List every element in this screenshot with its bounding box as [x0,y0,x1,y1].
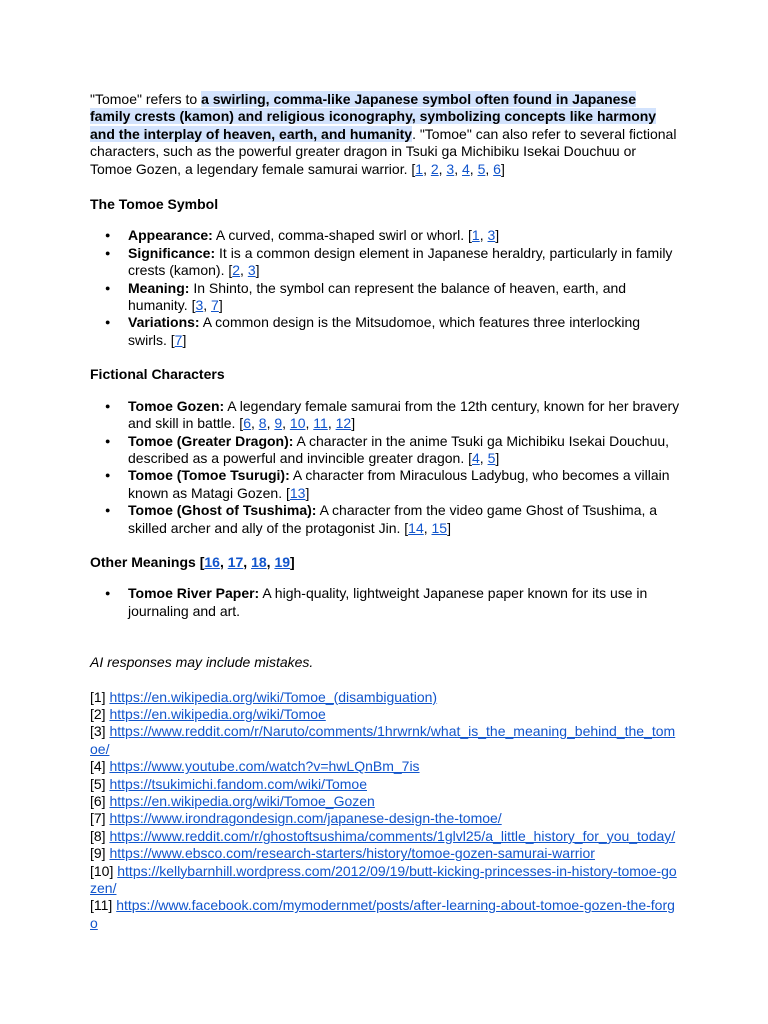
source-label: [2] [90,705,106,722]
citation-link[interactable]: 6 [493,160,501,177]
citation-link[interactable]: 7 [174,331,183,348]
citation-link[interactable]: 10 [289,415,306,432]
citation-link[interactable]: 3 [247,262,256,279]
text: [ [239,415,244,432]
bullet-list [90,227,680,349]
list-item [90,585,680,620]
source-link[interactable]: https://www.reddit.com/r/ghostoftsushima/comments/1glvl25/a_little_history_for_you_today/ [109,827,676,844]
text: ] [447,519,451,536]
list-item [90,280,680,315]
list-item [90,398,680,433]
item-text: A common design is the Mitsudomoe, which features three interlocking swirls. [128,314,641,348]
citation-link[interactable]: 11 [313,415,328,432]
citation-link[interactable]: 14 [408,519,424,536]
source-label: [8] [90,827,106,844]
item-text: A curved, comma-shaped swirl or whorl. [212,227,465,244]
text: [ [411,160,416,177]
citation-link[interactable]: 13 [289,484,306,501]
citation-link[interactable]: 17 [227,553,244,570]
text: [ [199,553,205,570]
intro-paragraph [90,91,680,178]
section-heading [90,554,680,571]
text: ] [218,297,223,314]
citation-link[interactable]: 16 [204,553,220,570]
text: , [479,449,488,466]
text: [ [191,297,196,314]
source-entry [90,810,680,827]
item-term: Tomoe (Ghost of Tsushima): [128,502,317,519]
section-heading [90,196,680,213]
text: [ [170,331,175,348]
item-text: A legendary female samurai from the 12th century, known for her bravery and skill in battle. [128,397,680,432]
source-label: [4] [90,758,106,775]
source-link[interactable]: https://tsukimichi.fandom.com/wiki/Tomoe [109,775,367,792]
text: , [219,553,228,570]
sources-list [90,689,680,933]
item-term: Significance: [128,244,216,261]
source-entry [90,897,680,932]
text: , [438,160,447,177]
source-entry [90,706,680,723]
source-link[interactable]: https://en.wikipedia.org/wiki/Tomoe [109,705,326,722]
item-term: Tomoe Gozen: [128,397,225,414]
section-heading [90,366,680,383]
section-title: The Tomoe Symbol [90,196,219,213]
text: , [485,160,494,177]
item-term: Variations: [128,314,200,331]
document-body [90,91,680,932]
section-title: Fictional Characters [90,366,225,383]
list-item [90,314,680,349]
list-item [90,467,680,502]
source-entry [90,793,680,810]
item-text: A character from the video game Ghost of Tsushima, a skilled archer and ally of the protagonist Jin. [128,502,658,536]
text: , [454,160,462,177]
citation-link[interactable]: 3 [487,227,496,244]
text: [ [228,262,233,279]
item-text: In Shinto, the symbol can represent the balance of heaven, earth, and humanity. [128,279,627,314]
item-term: Tomoe (Greater Dragon): [128,432,294,449]
text: ] [290,553,295,570]
text: , [305,415,314,432]
list-item [90,245,680,280]
source-entry [90,723,680,758]
sections-container [90,196,680,620]
citation-link[interactable]: 1 [471,227,480,244]
text: ] [495,449,500,466]
text: ] [351,415,356,432]
text: ] [305,484,310,501]
source-label: [9] [90,845,106,862]
text: , [327,415,336,432]
citation-link[interactable]: 2 [232,262,241,279]
source-link[interactable]: https://en.wikipedia.org/wiki/Tomoe_Gozen [109,793,375,809]
citation-link[interactable]: 15 [431,519,448,536]
citation-link[interactable]: 4 [462,160,470,177]
source-entry [90,689,680,706]
citation-link[interactable]: 3 [446,160,455,177]
item-text: A character from Miraculous Ladybug, who becomes a villain known as Matagi Gozen. [128,467,670,501]
item-term: Appearance: [128,227,213,244]
text: , [423,519,432,536]
citation-link[interactable]: 18 [251,553,267,570]
list-item [90,502,680,537]
citation-link[interactable]: 1 [415,160,424,177]
citation-link[interactable]: 3 [195,297,204,314]
item-text: A character in the anime Tsuki ga Michibiku Isekai Douchuu, described as a powerful and invincible greater dragon. [128,432,670,466]
citation-link[interactable]: 2 [430,160,439,177]
text: [ [285,484,290,501]
text: ] [495,227,500,244]
source-label: [6] [90,793,106,809]
intro-lead: "Tomoe" refers to [90,91,202,107]
bullet-list [90,585,680,620]
citation-link[interactable]: 6 [243,415,251,432]
citation-link[interactable]: 8 [258,415,267,432]
source-link[interactable]: https://www.youtube.com/watch?v=hwLQnBm_7is [109,758,420,775]
citation-link[interactable]: 5 [477,160,486,177]
item-term: Tomoe River Paper: [128,585,260,602]
text: ] [255,262,260,279]
citation-link[interactable]: 4 [472,449,480,466]
text: [ [468,227,472,244]
citation-link[interactable]: 12 [335,415,352,432]
text: [ [404,519,409,536]
text: , [243,553,252,570]
source-link[interactable]: https://www.facebook.com/mymodernmet/posts/after-learning-about-tomoe-gozen-the-forgo [90,897,675,931]
bullet-list [90,398,680,537]
source-link[interactable]: https://www.ebsco.com/research-starters/history/tomoe-gozen-samurai-warrior [109,845,595,862]
text: ] [182,331,187,348]
text: , [240,262,248,279]
intro-highlight: a swirling, comma-like Japanese symbol often found in Japanese family crests (kamon) and religious iconography, symbolizing concepts like harmony and the interplay of heaven, earth, and humanity [90,91,657,142]
item-term: Tomoe (Tomoe Tsurugi): [128,467,290,484]
source-entry [90,776,680,793]
source-label: [1] [90,688,106,705]
text: , [203,297,212,314]
item-text: A high-quality, lightweight Japanese paper known for its use in journaling and art. [128,585,648,619]
source-label: [10] [90,862,114,879]
item-text: It is a common design element in Japanese heraldry, particularly in family crests (kamon). [128,244,673,279]
item-term: Meaning: [128,279,190,296]
text: , [282,415,290,432]
source-entry [90,863,680,898]
citation-link[interactable]: 9 [274,415,283,432]
source-label: [5] [90,775,106,792]
source-label: [7] [90,810,106,827]
intro-rest: . "Tomoe" can also refer to several fictional characters, such as the powerful greater dragon in Tsuki ga Michibiku Isekai Douchuu or Tomoe Gozen, a legendary female samurai warrior. [90,125,677,177]
citation-link[interactable]: 19 [274,553,291,570]
citation-link[interactable]: 5 [487,449,496,466]
citation-link[interactable]: 7 [211,297,219,314]
source-link[interactable]: https://kellybarnhill.wordpress.com/2012/09/19/butt-kicking-princesses-in-history-tomoe-gozen/ [90,862,677,897]
text: , [469,160,478,177]
list-item [90,227,680,244]
section-title: Other Meanings [90,553,196,570]
ai-disclaimer: AI responses may include mistakes. [90,654,314,671]
list-item [90,433,680,468]
text: [ [468,449,472,466]
source-entry [90,845,680,862]
source-link[interactable]: https://www.irondragondesign.com/japanese-design-the-tomoe/ [109,810,502,827]
text: , [266,553,275,570]
source-entry [90,758,680,775]
text: , [479,227,488,244]
source-entry [90,828,680,845]
source-link[interactable]: https://en.wikipedia.org/wiki/Tomoe_(disambiguation) [109,688,438,705]
intro-citations [411,161,504,177]
text: , [266,415,275,432]
source-link[interactable]: https://www.reddit.com/r/Naruto/comments/1hrwrnk/what_is_the_meaning_behind_the_tomoe/ [90,723,676,757]
text: , [250,415,259,432]
source-label: [11] [90,897,113,914]
text: ] [500,160,505,177]
source-label: [3] [90,723,106,740]
text: , [423,160,431,177]
